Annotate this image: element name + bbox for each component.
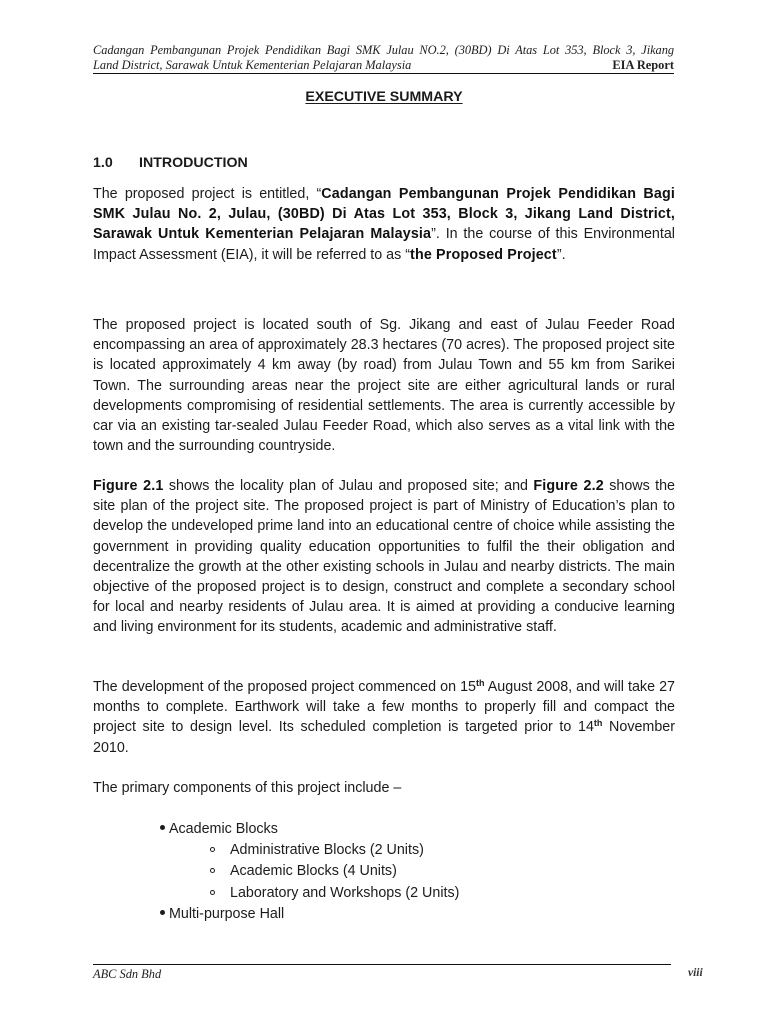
p3-text-2: shows the site plan of the project site. The proposed project is part of Ministry of Education’s plan to develop the undeveloped prime land into an educational centre of choice while assisting the government in providing quality education opportunities to fulfil the their obligation and decentralize the growth at the other existing schools in Julau and nearby districts. The main objective of the proposed project is to design, construct and complete a secondary school for local and nearby residents of Julau area. It is aimed at providing a conducive learning and living environment for its students, academic and administrative staff.: [93, 478, 675, 636]
ordinal-suffix: th: [476, 678, 485, 688]
sub-list-item: [160, 840, 459, 861]
list-item: [160, 904, 459, 925]
section-heading: [93, 154, 248, 172]
paragraph-schedule: [93, 677, 675, 758]
list-item-label: Multi-purpose Hall: [169, 905, 285, 922]
list-item-label: Academic Blocks: [169, 821, 278, 837]
header-divider: [93, 73, 674, 74]
circle-bullet-icon: [210, 847, 215, 852]
p1-text-1: The proposed project is entitled, “: [93, 186, 322, 202]
sub-list-item-label: Academic Blocks (4 Units): [230, 863, 397, 880]
p1-text-2: ”. In the course of this Environmental Impact Assessment (EIA), it will be referred to as “: [93, 226, 675, 263]
document-title-text: EXECUTIVE SUMMARY: [305, 89, 463, 105]
project-short-name: the Proposed Project: [410, 246, 557, 263]
sub-list-item-label: Laboratory and Workshops (2 Units): [230, 884, 460, 901]
circle-bullet-icon: [210, 868, 215, 873]
paragraph-figures-objective: [93, 476, 675, 638]
p4-text-1: The development of the proposed project commenced on 15: [93, 679, 476, 695]
page-number: viii: [688, 967, 703, 979]
ordinal-suffix: th: [593, 718, 603, 729]
paragraph-location: The proposed project is located south of Sg. Jikang and east of Julau Feeder Road encompassing an area of approximately 28.3 hectares (70 acres). The proposed project site is located approximately 4 km away (by road) from Julau Town and 55 km from Sarikei Town. The surrounding areas near the project site are either agricultural lands or rural developments compromising of residential settlements. The area is currently accessible by car via an existing tar-sealed Julau Feeder Road, which also serves as a vital link with the town and the surrounding countryside.: [93, 317, 675, 455]
circle-bullet-icon: [210, 890, 215, 895]
footer-divider: [93, 964, 671, 965]
header-project-title-line2: Land District, Sarawak Untuk Kementerian Pelajaran Malaysia: [93, 58, 412, 72]
figure-2-2-ref: Figure 2.2: [533, 478, 604, 494]
project-full-name: Cadangan Pembangunan Projek Pendidikan Bagi SMK Julau No. 2, Julau, (30BD) Di Atas Lot 353, Block 3, Jikang Land District, Sarawak Untuk Kementerian Pelajaran Malaysia: [93, 186, 676, 243]
sub-list-item: [160, 861, 459, 882]
header-project-title-line1: Cadangan Pembangunan Projek Pendidikan Bagi SMK Julau NO.2, (30BD) Di Atas Lot 353, Block 3, Jikang: [93, 43, 674, 57]
p4-text-3: November 2010.: [93, 719, 675, 756]
section-number: 1.0: [93, 155, 113, 171]
running-header: [93, 43, 674, 73]
p1-text-3: ”.: [556, 246, 566, 263]
document-title: [0, 88, 768, 106]
bullet-icon: [160, 825, 165, 830]
list-item: [160, 819, 459, 840]
components-list: [160, 819, 459, 925]
header-report-tag: EIA Report: [612, 58, 674, 72]
sub-list-item-label: Administrative Blocks (2 Units): [230, 842, 424, 859]
header-line2: [93, 58, 674, 73]
paragraph-components-intro: The primary components of this project include –: [93, 780, 402, 796]
paragraph-project-title: [93, 184, 675, 265]
footer-company-name: ABC Sdn Bhd: [93, 967, 162, 981]
p3-text-1: shows the locality plan of Julau and proposed site; and: [163, 478, 534, 494]
bullet-icon: [160, 910, 165, 915]
figure-2-1-ref: Figure 2.1: [93, 478, 164, 494]
p4-text-2: August 2008, and will take 27 months to complete. Earthwork will take a few months to properly fill and compact the project site to design level. Its scheduled completion is targeted prior to 14: [93, 679, 675, 736]
section-title: INTRODUCTION: [139, 155, 248, 171]
sub-list-item: [160, 883, 459, 904]
